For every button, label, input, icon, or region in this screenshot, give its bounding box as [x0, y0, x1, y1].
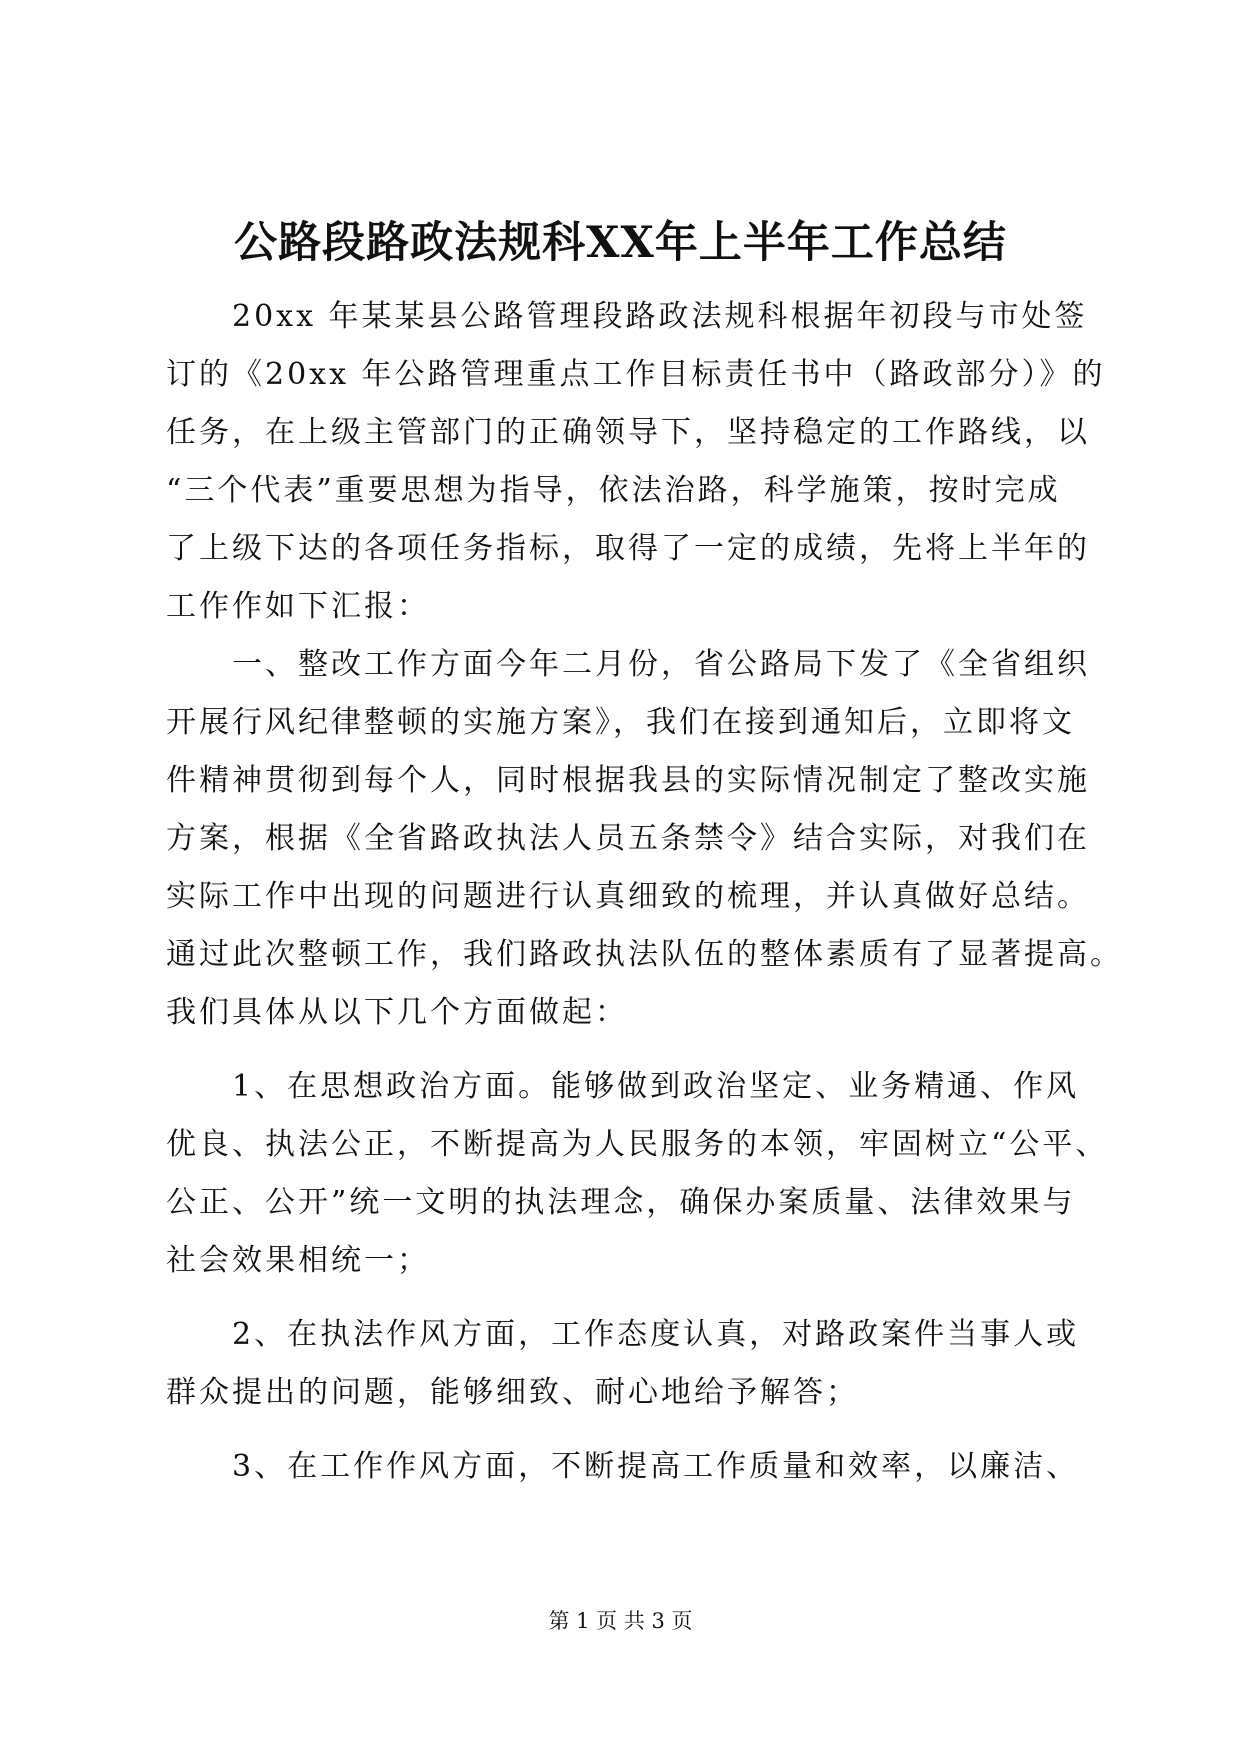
page-footer: 第 1 页 共 3 页	[548, 1609, 693, 1633]
body-line: 社会效果相统一；	[166, 1243, 430, 1278]
body-line: “三个代表”重要思想为指导，依法治路，科学施策，按时完成	[166, 473, 1061, 508]
body-line: 一、整改工作方面今年二月份，省公路局下发了《全省组织	[166, 647, 1090, 682]
body-line: 了上级下达的各项任务指标，取得了一定的成绩，先将上半年的	[166, 531, 1090, 566]
body-line: 1、在思想政治方面。能够做到政治坚定、业务精通、作风	[166, 1069, 1080, 1104]
body-line: 群众提出的问题，能够细致、耐心地给予解答；	[166, 1375, 859, 1410]
body-line: 件精神贯彻到每个人，同时根据我县的实际情况制定了整改实施	[166, 763, 1090, 798]
body-line: 工作作如下汇报：	[166, 589, 430, 624]
document-title: 公路段路政法规科XX年上半年工作总结	[234, 218, 1007, 268]
body-line: 优良、执法公正，不断提高为人民服务的本领，牢固树立“公平、	[166, 1127, 1109, 1162]
body-line: 3、在工作作风方面，不断提高工作质量和效率，以廉洁、	[166, 1449, 1080, 1484]
body-line: 公正、公开”统一文明的执法理念，确保办案质量、法律效果与	[166, 1185, 1076, 1220]
body-line: 任务，在上级主管部门的正确领导下，坚持稳定的工作路线，以	[166, 415, 1090, 450]
body-line: 我们具体从以下几个方面做起：	[166, 995, 628, 1030]
body-line: 通过此次整顿工作，我们路政执法队伍的整体素质有了显著提高。	[166, 937, 1123, 972]
body-line: 实际工作中出现的问题进行认真细致的梳理，并认真做好总结。	[166, 879, 1090, 914]
body-line: 开展行风纪律整顿的实施方案》，我们在接到通知后，立即将文	[166, 705, 1075, 740]
body-line: 方案，根据《全省路政执法人员五条禁令》结合实际，对我们在	[166, 821, 1090, 856]
body-line: 2、在执法作风方面，工作态度认真，对路政案件当事人或	[166, 1317, 1080, 1352]
body-line: 20xx 年某某县公路管理段路政法规科根据年初段与市处签	[166, 299, 1088, 334]
body-line: 订的《20xx 年公路管理重点工作目标责任书中（路政部分）》的	[166, 357, 1106, 392]
